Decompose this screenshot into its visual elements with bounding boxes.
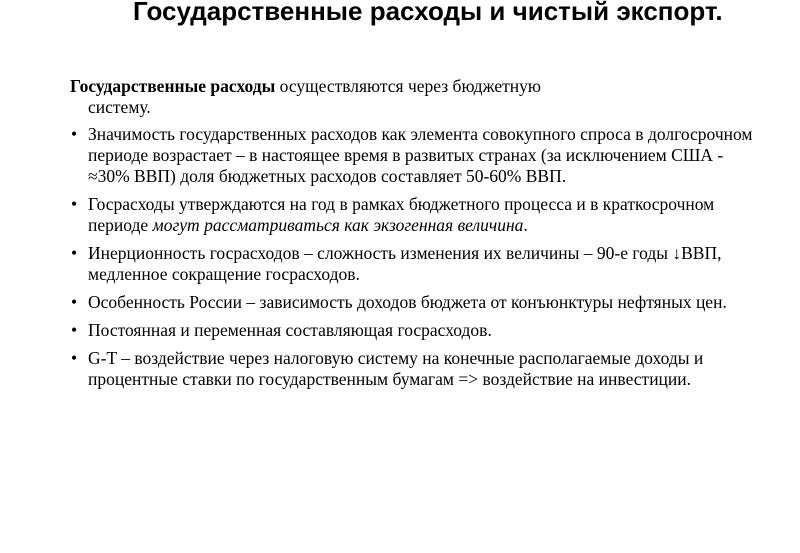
slide-title: Государственные расходы и чистый экспорт. <box>133 0 723 26</box>
bullet-text-end: . <box>523 215 528 235</box>
intro-continuation: систему. <box>88 97 151 117</box>
intro-text: осуществляются через бюджетную <box>275 76 541 96</box>
bullet-item-3 <box>70 243 760 285</box>
bullet-text: Значимость государственных расходов как элемента совокупного спроса в долгосрочном периоде возрастает – в настоящее время в развитых странах (за исключением США - ≈30% ВВП) доля бюджетных расходов составляет 50-60% ВВП. <box>88 124 753 186</box>
bullet-dot-icon: • <box>71 243 78 263</box>
slide-body <box>70 76 760 397</box>
bullet-item-4 <box>70 292 760 313</box>
bullet-text: Инерционность госрасходов – сложность изменения их величины – 90-е годы ↓ВВП, медленное сокращение госрасходов. <box>88 243 722 284</box>
bullet-item-1 <box>70 124 760 187</box>
bullet-text: Госрасходы утверждаются на год в рамках бюджетного процесса и в краткосрочном периоде <box>88 194 715 235</box>
bullet-item-2 <box>70 194 760 236</box>
bullet-dot-icon: • <box>71 292 78 312</box>
bullet-dot-icon: • <box>71 124 78 144</box>
bullet-item-6 <box>70 348 760 390</box>
bullet-italic-text: могут рассматриваться как экзогенная величина <box>152 215 524 235</box>
bullet-list <box>70 124 760 390</box>
intro-bold-term: Государственные расходы <box>70 76 276 96</box>
bullet-dot-icon: • <box>71 320 78 340</box>
intro-paragraph <box>70 76 760 118</box>
bullet-item-5 <box>70 320 760 341</box>
bullet-dot-icon: • <box>71 194 78 214</box>
bullet-text: G-T – воздействие через налоговую систему на конечные располагаемые доходы и процентные ставки по государственным бумагам => воздействие на инвестиции. <box>88 348 704 389</box>
bullet-text: Постоянная и переменная составляющая госрасходов. <box>88 320 492 340</box>
bullet-text: Особенность России – зависимость доходов бюджета от конъюнктуры нефтяных цен. <box>88 292 727 312</box>
bullet-dot-icon: • <box>71 348 78 368</box>
